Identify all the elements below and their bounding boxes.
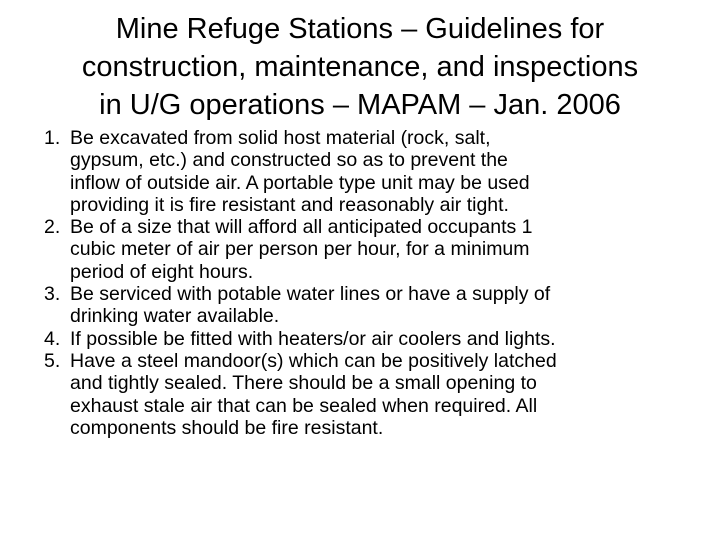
item-number: 2.: [44, 216, 61, 239]
item-number: 1.: [44, 127, 61, 149]
item-number: 5.: [44, 349, 61, 372]
item-text-line: Have a steel mandoor(s) which can be positively latched: [70, 349, 557, 372]
guideline-item: [44, 350, 694, 439]
item-text-line: inflow of outside air. A portable type unit may be used: [70, 171, 530, 194]
item-text-line: If possible be fitted with heaters/or air coolers and lights.: [70, 327, 556, 350]
item-text-line: drinking water available.: [70, 305, 280, 328]
title-line: in U/G operations – MAPAM – Jan. 2006: [99, 89, 621, 121]
slide-title: [30, 10, 690, 124]
guideline-item: [44, 328, 694, 350]
item-text-line: Be serviced with potable water lines or have a supply of: [70, 283, 551, 306]
guideline-item: [44, 283, 694, 328]
guideline-item: [44, 216, 694, 283]
title-line: construction, maintenance, and inspections: [81, 51, 639, 83]
item-text-line: Be excavated from solid host material (rock, salt,: [70, 127, 491, 149]
item-number: 3.: [44, 283, 61, 306]
item-text-line: cubic meter of air per person per hour, for a minimum: [70, 238, 530, 261]
item-text-line: Be of a size that will afford all anticipated occupants 1: [70, 216, 533, 239]
item-text-line: period of eight hours.: [70, 260, 254, 283]
item-text-line: exhaust stale air that can be sealed when required. All: [70, 394, 538, 417]
item-text-line: components should be fire resistant.: [70, 416, 384, 439]
guideline-item: [44, 127, 694, 216]
item-number: 4.: [44, 327, 61, 350]
item-text-line: providing it is fire resistant and reasonably air tight.: [70, 193, 509, 216]
item-text-line: and tightly sealed. There should be a small opening to: [70, 372, 537, 395]
item-text-line: gypsum, etc.) and constructed so as to prevent the: [70, 149, 508, 172]
guideline-list: [44, 127, 694, 439]
title-line: Mine Refuge Stations – Guidelines for: [115, 13, 605, 45]
